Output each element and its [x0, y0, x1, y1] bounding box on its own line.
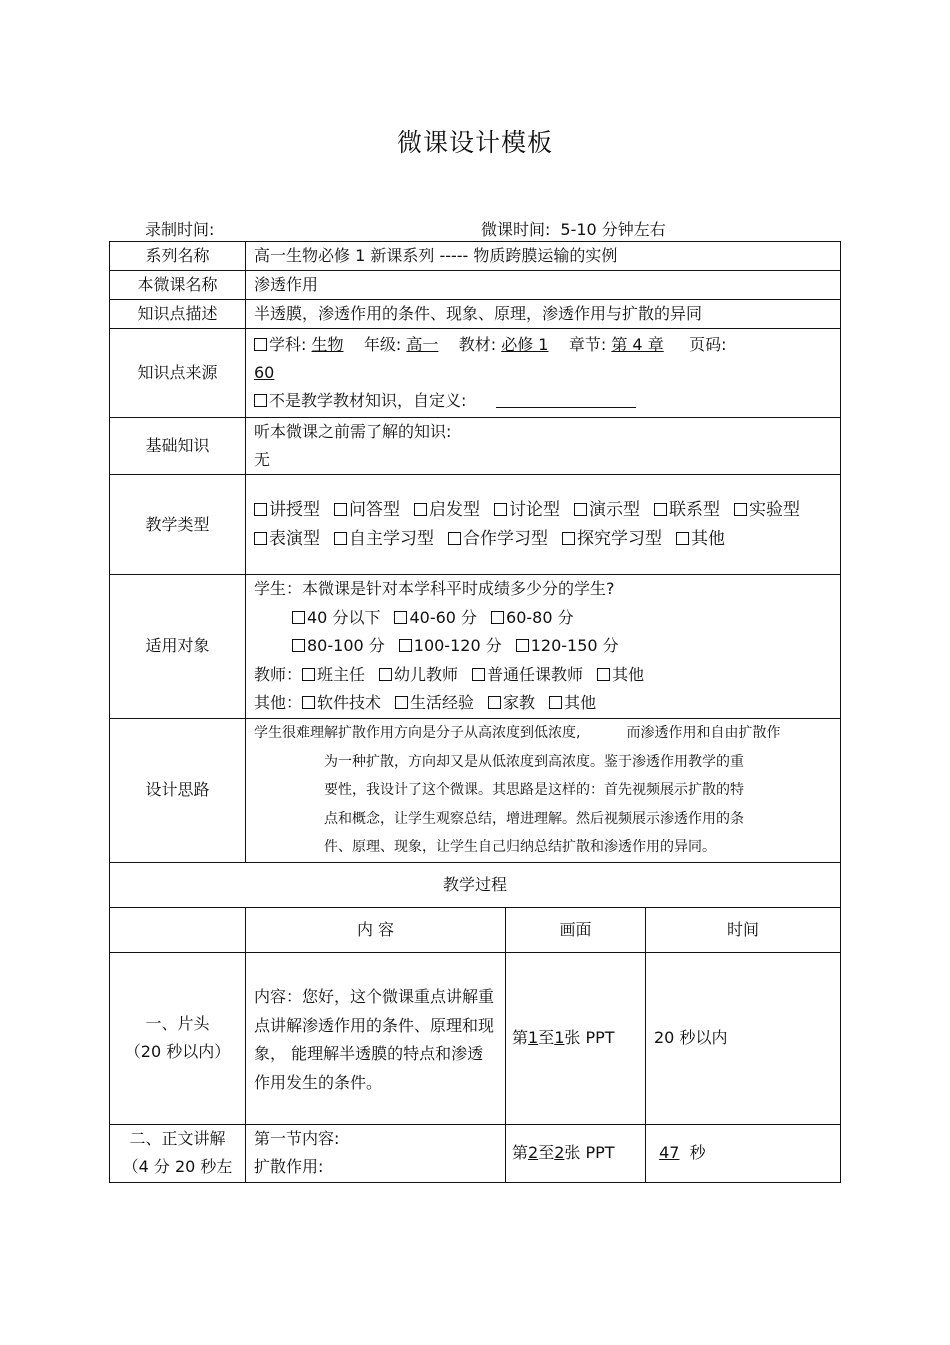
knowledge-label: 知识点描述 [110, 300, 246, 329]
process-row-2 [110, 1124, 841, 1182]
checkbox-teacher-1[interactable] [379, 668, 392, 681]
type-option: 讨论型 [509, 499, 560, 520]
checkbox-other-1[interactable] [395, 696, 408, 709]
process-col-time: 时间 [646, 907, 841, 952]
design-table [109, 241, 841, 1183]
type-option: 自主学习型 [349, 528, 434, 549]
checkbox-score-5[interactable] [516, 639, 529, 652]
book-value: 必修 1 [501, 335, 549, 354]
chapter-value: 第 4 章 [611, 335, 664, 354]
design-line: 点和概念，让学生观察总结，增进理解。然后视频展示渗透作用的条 [324, 810, 744, 827]
stage-2-content-line: 第一节内容: [254, 1128, 340, 1148]
checkbox-score-0[interactable] [292, 611, 305, 624]
design-line: 要性，我设计了这个微课。其思路是这样的：首先视频展示扩散的特 [324, 782, 744, 799]
audience-question: 学生：本微课是针对本学科平时成绩多少分的学生? [254, 579, 615, 598]
basis-label: 基础知识 [110, 418, 246, 475]
stage-2-content [246, 1124, 506, 1182]
name-value: 渗透作用 [246, 271, 841, 300]
checkbox-custom[interactable] [254, 394, 267, 407]
teacher-option: 普通任课教师 [487, 664, 584, 684]
process-row-1 [110, 952, 841, 1124]
score-option: 60-80 分 [506, 607, 574, 627]
type-options [246, 475, 841, 575]
other-option: 其他 [564, 693, 597, 713]
screen-text: 至 [538, 1028, 555, 1048]
stage-1 [110, 952, 246, 1124]
type-option: 启发型 [429, 499, 480, 520]
custom-label: 不是教学教材知识，自定义: [269, 391, 467, 410]
other-option: 生活经验 [410, 693, 475, 713]
type-option: 探究学习型 [577, 528, 662, 549]
checkbox-type-2[interactable] [414, 503, 427, 516]
score-option: 100-120 分 [413, 636, 502, 656]
checkbox-score-2[interactable] [491, 611, 504, 624]
process-col-screen: 画面 [506, 907, 646, 952]
row-audience [110, 575, 841, 719]
screen-text: 第 [512, 1143, 529, 1163]
checkbox-type-9[interactable] [448, 532, 461, 545]
subject-value: 生物 [311, 335, 344, 354]
checkbox-type-3[interactable] [494, 503, 507, 516]
type-option: 其他 [691, 528, 725, 549]
row-design [110, 718, 841, 862]
type-option: 实验型 [749, 499, 800, 520]
row-series [110, 242, 841, 271]
checkbox-score-4[interactable] [399, 639, 412, 652]
grade-value: 高一 [406, 335, 439, 354]
stage-2-time-value: 47 [659, 1143, 680, 1163]
design-line: 学生很难理解扩散作用方向是分子从高浓度到低浓度, [254, 725, 581, 742]
screen-text: 第 [512, 1028, 529, 1048]
grade-label: 年级: [363, 335, 402, 354]
checkbox-score-1[interactable] [394, 611, 407, 624]
design-text [246, 718, 841, 862]
page-value: 60 [254, 363, 275, 382]
checkbox-type-6[interactable] [734, 503, 747, 516]
type-option: 表演型 [269, 528, 320, 549]
duration-value: 5-10 分钟左右 [560, 220, 666, 239]
stage-2-time-unit: 秒 [689, 1143, 706, 1163]
type-option: 问答型 [349, 499, 400, 520]
design-line: 为一种扩散，方向却又是从低浓度到高浓度。鉴于渗透作用教学的重 [324, 753, 744, 770]
score-option: 40-60 分 [409, 607, 478, 627]
checkbox-other-2[interactable] [488, 696, 501, 709]
score-option: 120-150 分 [530, 636, 619, 656]
subject-label: 学科: [269, 335, 307, 354]
score-option: 40 分以下 [307, 607, 381, 627]
series-label: 系列名称 [110, 242, 246, 271]
audience-options [246, 575, 841, 719]
screen-from: 1 [528, 1028, 539, 1048]
row-source [110, 329, 841, 418]
teacher-option: 幼儿教师 [394, 664, 459, 684]
stage-1-screen [506, 952, 646, 1124]
design-line: 件、原理、现象，让学生自己归纳总结扩散和渗透作用的异同。 [324, 839, 716, 856]
process-heading: 教学过程 [110, 862, 841, 907]
duration-label: 微课时间: [481, 220, 551, 239]
stage-1-content: 内容：您好，这个微课重点讲解重点讲解渗透作用的条件、原理和现象， 能理解半透膜的特点和渗透作用发生的条件。 [246, 952, 506, 1124]
stage-1-title: 一、片头 [145, 1014, 210, 1034]
teacher-option: 班主任 [317, 664, 366, 684]
knowledge-value: 半透膜，渗透作用的条件、现象、原理，渗透作用与扩散的异同 [246, 300, 841, 329]
stage-2-sub: （4 分 20 秒左 [122, 1156, 233, 1176]
type-option: 联系型 [669, 499, 720, 520]
screen-text: 张 PPT [564, 1028, 615, 1048]
checkbox-subject[interactable] [254, 338, 267, 351]
checkbox-teacher-3[interactable] [597, 668, 610, 681]
basis-question: 听本微课之前需了解的知识: [254, 422, 452, 441]
record-time-label: 录制时间: [145, 220, 215, 239]
type-label: 教学类型 [110, 475, 246, 575]
type-option: 讲授型 [269, 499, 320, 520]
other-option: 软件技术 [317, 693, 382, 713]
teacher-option: 其他 [612, 664, 645, 684]
checkbox-type-4[interactable] [574, 503, 587, 516]
stage-2-screen [506, 1124, 646, 1182]
checkbox-type-1[interactable] [334, 503, 347, 516]
type-option: 合作学习型 [463, 528, 548, 549]
stage-2-title: 二、正文讲解 [129, 1128, 226, 1148]
design-line: 而渗透作用和自由扩散作 [626, 725, 781, 742]
stage-1-sub: （20 秒以内） [124, 1042, 231, 1062]
row-process-heading [110, 862, 841, 907]
duration-meta [481, 217, 666, 240]
series-value: 高一生物必修 1 新课系列 ----- 物质跨膜运输的实例 [246, 242, 841, 271]
row-name [110, 271, 841, 300]
checkbox-type-10[interactable] [562, 532, 575, 545]
basis-value [246, 418, 841, 475]
stage-1-time: 20 秒以内 [646, 952, 841, 1124]
score-option: 80-100 分 [307, 636, 385, 656]
process-col-stage [110, 907, 246, 952]
checkbox-score-3[interactable] [292, 639, 305, 652]
checkbox-teacher-0[interactable] [302, 668, 315, 681]
screen-to: 1 [554, 1028, 565, 1048]
checkbox-type-11[interactable] [676, 532, 689, 545]
checkbox-type-0[interactable] [254, 503, 267, 516]
checkbox-other-0[interactable] [302, 696, 315, 709]
row-basis [110, 418, 841, 475]
page-label: 页码: [689, 335, 727, 354]
page-title: 微课设计模板 [396, 128, 553, 157]
row-process-columns [110, 907, 841, 952]
chapter-label: 章节: [568, 335, 607, 354]
source-value [246, 329, 841, 418]
checkbox-teacher-2[interactable] [472, 668, 485, 681]
stage-2 [110, 1124, 246, 1182]
book-label: 教材: [458, 335, 497, 354]
screen-text: 张 PPT [564, 1143, 615, 1163]
name-label: 本微课名称 [110, 271, 246, 300]
design-label: 设计思路 [110, 718, 246, 862]
stage-2-content-line: 扩散作用: [254, 1156, 324, 1176]
row-type [110, 475, 841, 575]
teacher-label: 教师： [254, 664, 303, 684]
checkbox-other-3[interactable] [549, 696, 562, 709]
stage-2-time [646, 1124, 841, 1182]
type-option: 演示型 [589, 499, 640, 520]
custom-input-line[interactable] [496, 393, 636, 408]
screen-text: 至 [538, 1143, 555, 1163]
checkbox-type-8[interactable] [334, 532, 347, 545]
checkbox-type-5[interactable] [654, 503, 667, 516]
other-label: 其他： [254, 693, 303, 713]
screen-from: 2 [528, 1143, 539, 1163]
audience-label: 适用对象 [110, 575, 246, 719]
basis-answer: 无 [254, 450, 271, 469]
other-option: 家教 [503, 693, 536, 713]
screen-to: 2 [554, 1143, 565, 1163]
process-col-content: 内 容 [246, 907, 506, 952]
checkbox-type-7[interactable] [254, 532, 267, 545]
source-label: 知识点来源 [110, 329, 246, 418]
row-knowledge [110, 300, 841, 329]
